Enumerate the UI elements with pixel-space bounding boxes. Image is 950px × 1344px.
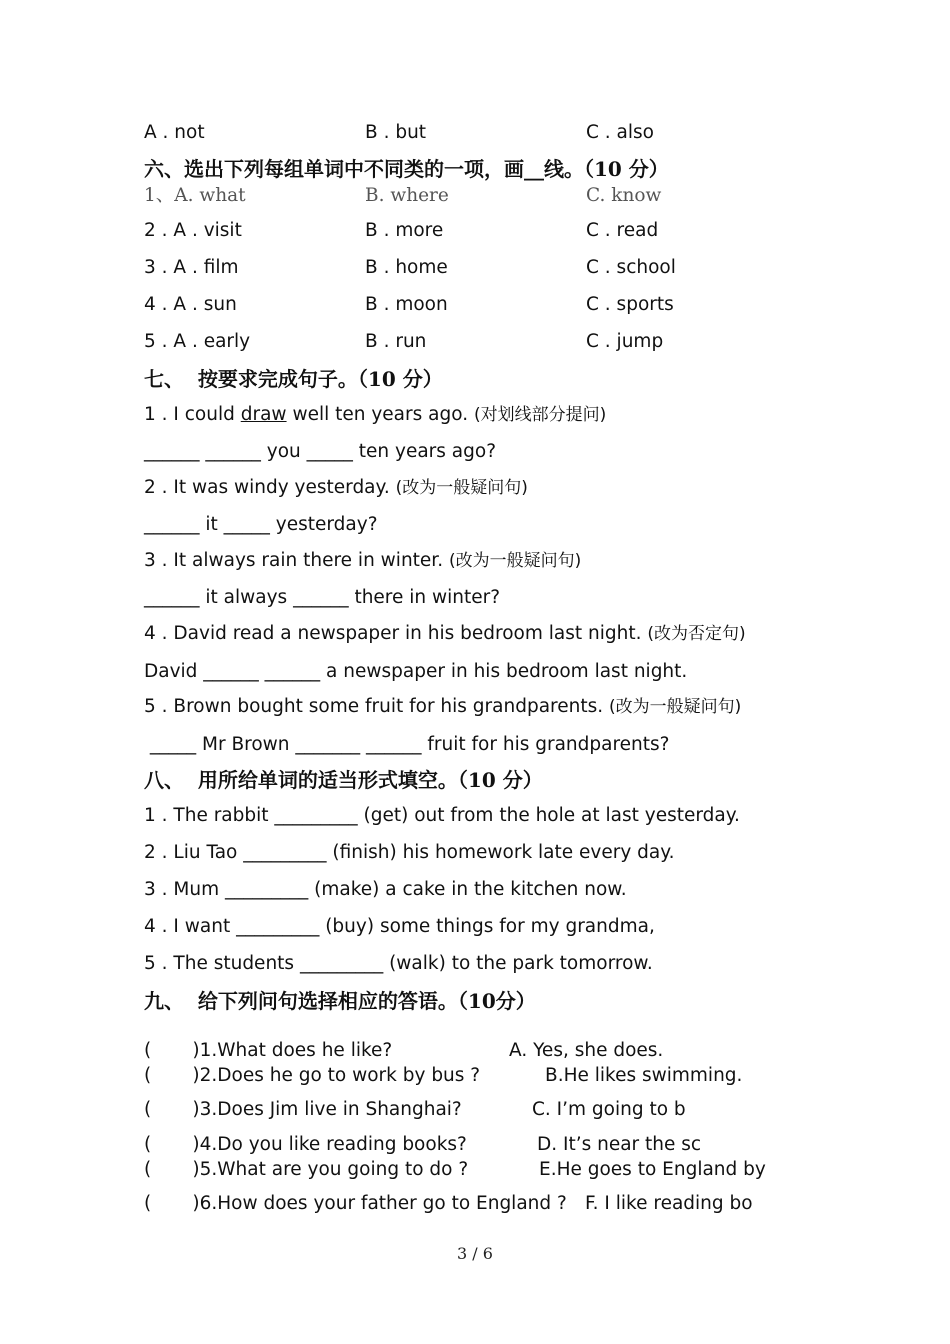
q2-text: 2 . It was windy yesterday. — [144, 477, 396, 498]
row5-option-c: C . jump — [586, 331, 664, 352]
row4-option-a: 4 . A . sun — [144, 294, 237, 315]
section8-title: 八、 用所给单词的适当形式填空。（10 分） — [144, 768, 543, 792]
section7-answer-5: _____ Mr Brown _______ ______ fruit for his grandparents? — [144, 734, 670, 755]
section9-answer-c: C. I’m going to b — [532, 1099, 686, 1120]
section7-answer-1: ______ ______ you _____ ten years ago? — [144, 441, 497, 462]
option-c: C . also — [586, 122, 654, 143]
row4-option-b: B . moon — [365, 294, 448, 315]
section7-title: 七、 按要求完成句子。（10 分） — [144, 367, 443, 391]
q5-instruction: (改为一般疑问句) — [609, 697, 742, 717]
q4-instruction: (改为否定句) — [647, 624, 746, 644]
section8-item-5: 5 . The students _________ (walk) to the park tomorrow. — [144, 953, 653, 974]
row2-option-a: 2 . A . visit — [144, 220, 242, 241]
row1-option-c: C. know — [586, 185, 662, 206]
row5-option-a: 5 . A . early — [144, 331, 251, 352]
row1-option-a: 1、A. what — [144, 185, 246, 206]
section7-answer-2: ______ it _____ yesterday? — [144, 514, 378, 535]
q1-text-b: well ten years ago. — [286, 404, 474, 425]
q4-text: 4 . David read a newspaper in his bedroom last night. — [144, 623, 648, 644]
section7-question-1 — [144, 404, 606, 426]
section9-title: 九、 给下列问句选择相应的答语。（10分） — [144, 989, 536, 1013]
row3-option-a: 3 . A . film — [144, 257, 239, 278]
row1-option-b: B. where — [365, 185, 449, 206]
section7-question-3 — [144, 550, 581, 572]
section9-question-1: ( )1.What does he like? — [144, 1040, 393, 1061]
row3-option-b: B . home — [365, 257, 448, 278]
section9-answer-e: E.He goes to England by — [539, 1159, 766, 1180]
section7-question-5 — [144, 696, 741, 718]
section8-item-3: 3 . Mum _________ (make) a cake in the kitchen now. — [144, 879, 627, 900]
section9-question-4: ( )4.Do you like reading books? — [144, 1134, 467, 1155]
q5-text: 5 . Brown bought some fruit for his grandparents. — [144, 696, 610, 717]
section9-question-6: ( )6.How does your father go to England ? — [144, 1193, 567, 1214]
q3-text: 3 . It always rain there in winter. — [144, 550, 449, 571]
section7-question-2 — [144, 477, 528, 499]
page-number: 3 / 6 — [457, 1244, 493, 1263]
row2-option-c: C . read — [586, 220, 659, 241]
row4-option-c: C . sports — [586, 294, 674, 315]
section8-item-1: 1 . The rabbit _________ (get) out from the hole at last yesterday. — [144, 805, 740, 826]
section8-item-4: 4 . I want _________ (buy) some things for my grandma, — [144, 916, 655, 937]
section9-answer-a: A. Yes, she does. — [509, 1040, 664, 1061]
row5-option-b: B . run — [365, 331, 427, 352]
section9-question-2: ( )2.Does he go to work by bus ? — [144, 1065, 481, 1086]
section6-title: 六、选出下列每组单词中不同类的一项，画__线。（10 分） — [144, 157, 669, 181]
section9-answer-f: F. I like reading bo — [585, 1193, 753, 1214]
q1-underlined-word: draw — [240, 404, 287, 425]
q1-instruction: (对划线部分提问) — [473, 405, 607, 425]
section7-question-4 — [144, 623, 746, 645]
option-b: B . but — [365, 122, 427, 143]
q3-instruction: (改为一般疑问句) — [448, 551, 582, 571]
row2-option-b: B . more — [365, 220, 444, 241]
q1-text-a: 1 . I could — [144, 404, 241, 425]
section7-answer-4: David ______ ______ a newspaper in his bedroom last night. — [144, 661, 688, 682]
row3-option-c: C . school — [586, 257, 676, 278]
section8-item-2: 2 . Liu Tao _________ (finish) his homework late every day. — [144, 842, 675, 863]
section9-answer-b: B.He likes swimming. — [545, 1065, 743, 1086]
option-a: A . not — [144, 122, 205, 143]
section9-answer-d: D. It’s near the sc — [537, 1134, 702, 1155]
section9-question-5: ( )5.What are you going to do ? — [144, 1159, 469, 1180]
section7-answer-3: ______ it always ______ there in winter? — [144, 587, 501, 608]
q2-instruction: (改为一般疑问句) — [395, 478, 528, 498]
section9-question-3: ( )3.Does Jim live in Shanghai? — [144, 1099, 462, 1120]
